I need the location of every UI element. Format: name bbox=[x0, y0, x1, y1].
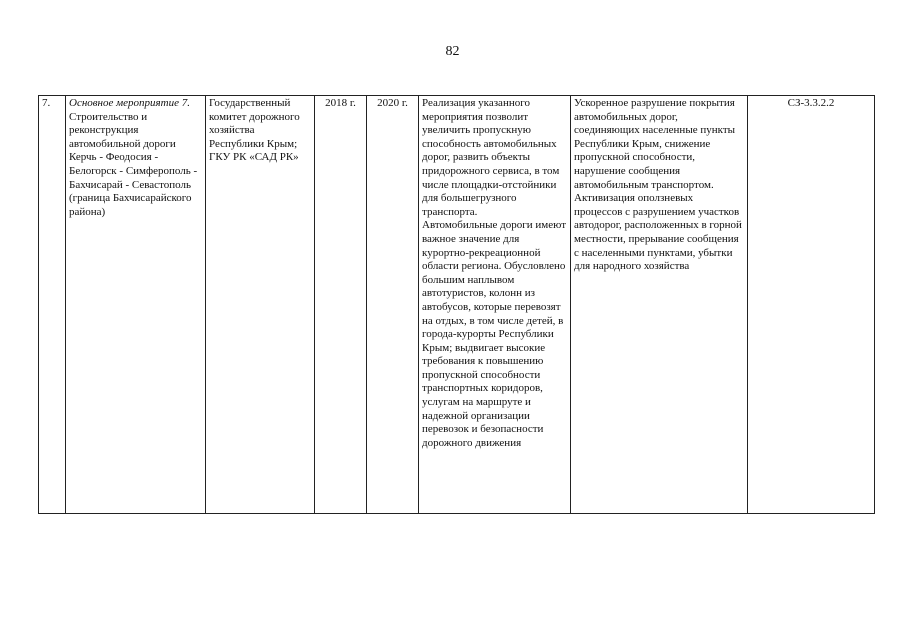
page-number: 82 bbox=[445, 44, 460, 59]
cell-indicator-link: СЗ-3.3.2.2 bbox=[748, 96, 875, 514]
result-paragraph-2: Автомобильные дороги имеют важное значение для курортно-рекреационной области региона. Обусловлено большим наплывом автотуристов, колонн из автобусов, которые перевозят на отдых, в том числе детей, в города-курорты Республики Крым; выдвигает высокие требования к повышению пропускной способности транспортных коридоров, услугам на маршруте и надежной организации перевозок и безопасности дорожного движения bbox=[422, 219, 567, 449]
cell-number: 7. bbox=[39, 96, 66, 514]
cell-activity-name bbox=[66, 96, 206, 514]
activities-table bbox=[38, 95, 875, 514]
cell-executor: Государственный комитет дорожного хозяйства Республики Крым; ГКУ РК «САД РК» bbox=[206, 96, 315, 514]
activity-description: Строительство и реконструкция автомобильной дороги Керчь - Феодосия - Белогорск - Симферополь - Бахчисарай - Севастополь (граница Бахчисарайского района) bbox=[69, 110, 198, 218]
cell-consequences: Ускоренное разрушение покрытия автомобильных дорог, соединяющих населенные пункты Республики Крым, снижение пропускной способности, нарушение сообщения автомобильным транспортом. Активизация оползневых процессов с разрушением участков автодорог, расположенных в горной местности, прерывание сообщения с населенными пунктами, убытки для народного хозяйства bbox=[571, 96, 748, 514]
result-paragraph-1: Реализация указанного мероприятия позволит увеличить пропускную способность автомобильных дорог, развить объекты придорожного сервиса, в том числе площадки-отстойники для большегрузного транспорта. bbox=[422, 97, 560, 218]
cell-expected-result bbox=[419, 96, 571, 514]
table-row bbox=[39, 96, 875, 514]
cell-start-year: 2018 г. bbox=[315, 96, 367, 514]
cell-end-year: 2020 г. bbox=[367, 96, 419, 514]
activity-label: Основное мероприятие 7. bbox=[69, 97, 190, 109]
